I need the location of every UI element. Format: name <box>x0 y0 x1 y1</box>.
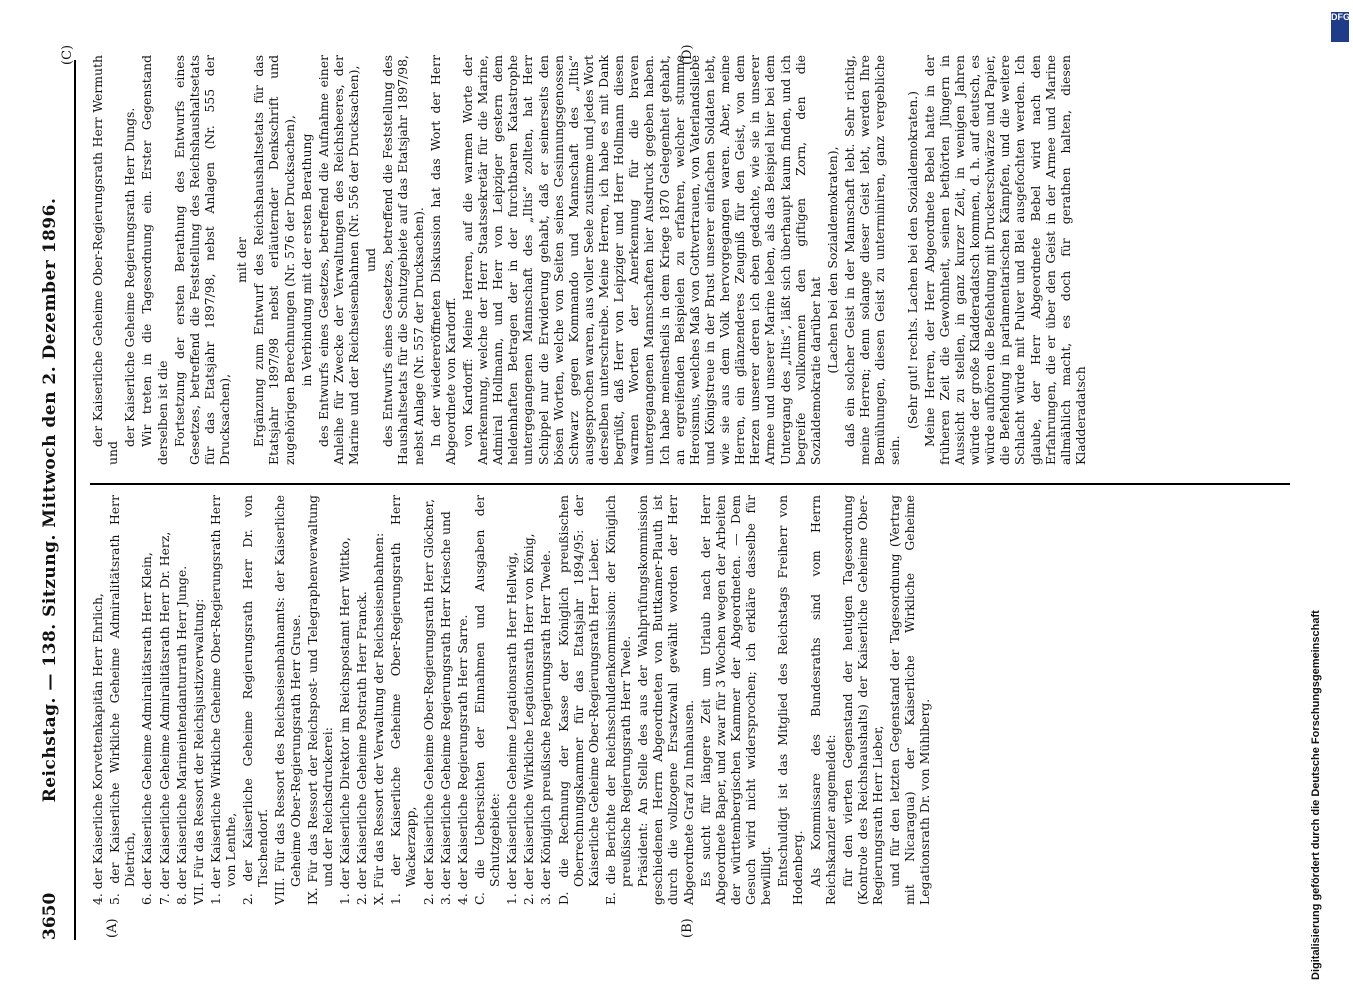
right-column-paragraph: (Lachen bei den Sozialdemokraten), <box>824 146 840 374</box>
right-column-paragraph: Meine Herren, der Herr Abgeordnete Bebel hatte in der früheren Zeit die Gewohnheit, seinen bethörten Jüngern in Aussicht zu stellen, in ganz kurzer Zeit, in wenigen Jahren würde der große Kladderadatsch kommen, d. h. auf deutsch, es würde aufhören die Befehdung mit Druckerschwärze und Papier, die Befehdung in parlamentarischen Kämpfen, und die weitere Schlacht würde mit Pulver und Blei ausgefochten werden. Ich glaube, der Herr Abgeordnete Bebel wird nach den Erfahrungen, die er über den Geist in der Armee und Marine allmählich macht, es doch für gerathen halten, diesen Kladderadatsch <box>921 55 1088 465</box>
left-column-paragraph: 7. der Kaiserliche Geheime Admiralitätsrath Herr Dr. Herz, <box>156 531 172 905</box>
column-divider <box>90 483 1290 485</box>
left-column-paragraph: IX. Für das Ressort der Reichspost- und Telegraphenverwaltung und der Reichsdruckerei: <box>304 495 335 905</box>
left-column-paragraph: 1. der Kaiserliche Wirkliche Geheime Ober-Regierungsrath Herr von Lenthe, <box>207 495 238 905</box>
right-column-paragraph: mit der <box>234 237 250 283</box>
left-column-paragraph: Als Kommissare des Bundesraths sind vom Herrn Reichskanzler angemeldet: <box>807 495 838 905</box>
dfg-logo: DFG <box>1331 12 1349 42</box>
right-column-paragraph: der Kaiserliche Geheime Regierungsrath Herr Dungs. <box>122 107 138 447</box>
left-column-paragraph: 2. der Kaiserliche Geheime Ober-Regierungsrath Herr Glöckner, <box>420 498 436 905</box>
left-column-paragraph: für den vierten Gegenstand der heutigen Tagesordnung (Kontrole des Reichshaushalts) der Kaiserliche Geheime Ober-Regierungsrath Herr Lieber, <box>839 495 885 905</box>
left-column-paragraph: D. die Rechnung der Kasse der Königlich preußischen Oberrechnungskammer für das Etatsjahr 1894/95: der Kaiserliche Geheime Ober-Regierungsrath Herr Lieber. <box>555 495 601 905</box>
page-header <box>40 60 70 940</box>
right-column-paragraph: in Verbindung mit der ersten Berathung <box>298 133 314 387</box>
right-column-paragraph: des Entwurfs eines Gesetzes, betreffend die Feststellung des Haushaltsetats für die Schutzgebiete auf das Etatsjahr 1897/98, nebst Anlage (Nr. 557 der Drucksachen). <box>380 55 426 465</box>
left-column-paragraph: und für den letzten Gegenstand der Tagesordnung (Vertrag mit Nicaragua) der Kaiserliche Wirkliche Geheime Legationsrath Dr. von Mühlberg. <box>887 495 933 905</box>
right-column-paragraph: Wir treten in die Tagesordnung ein. Erster Gegenstand derselben ist die <box>139 55 170 465</box>
left-column-paragraph: 5. der Kaiserliche Wirkliche Geheime Admiralitätsrath Herr Dietrich, <box>107 495 138 905</box>
digitization-credit: Digitalisierung gefördert durch die Deutsche Forschungsgemeinschaft <box>1310 610 1322 980</box>
left-column-paragraph: 4. der Kaiserliche Korvettenkapitän Herr Ehrlich, <box>90 593 105 905</box>
right-column-paragraph: und <box>363 248 379 272</box>
left-column-paragraph: 6. der Kaiserliche Geheime Admiralitätsrath Herr Klein, <box>139 552 155 905</box>
left-column-paragraph: Es sucht für längere Zeit um Urlaub nach der Herr Abgeordnete Baper, und zwar für 3 Wochen wegen der Arbeiten der württembergischen Kammer der Abgeordneten. — Dem Gesuch wird nicht widersprochen; ich erkläre dasselbe für bewilligt. <box>697 495 774 905</box>
left-column-paragraph: 8. der Kaiserliche Marineintendanturrath Herr Junge. <box>173 565 189 905</box>
right-column-paragraph: des Entwurfs eines Gesetzes, betreffend die Aufnahme einer Anleihe für Zwecke der Verwaltungen des Reichsheeres, der Marine und der Reichseisenbahnen (Nr. 556 der Drucksachen), <box>315 55 361 465</box>
header-rule <box>74 60 76 940</box>
left-column-paragraph: 3. der Kaiserliche Geheime Regierungsrath Herr Kriesche und <box>437 511 453 905</box>
left-column <box>90 495 935 905</box>
page-title: Reichstag. — 138. Sitzung. Mittwoch den 2. Dezember 1896. <box>40 197 60 803</box>
left-column-paragraph: Entschuldigt ist das Mitglied des Reichstags Freiherr von Hodenberg. <box>775 495 806 905</box>
right-column-paragraph: der Kaiserliche Geheime Ober-Regierungsrath Herr Wermuth und <box>90 55 121 465</box>
left-column-paragraph: VIII. Für das Ressort des Reichseisenbahnamts: der Kaiserliche Geheime Ober-Regierungsrath Herr Gruse. <box>272 495 303 905</box>
left-column-paragraph: 2. der Kaiserliche Wirkliche Legationsrath Herr von König, <box>521 533 537 905</box>
right-column-paragraph: daß ein solcher Geist in der Mannschaft lebt. Sehr richtig, meine Herren; denn solange dieser Geist lebt, werden Ihre Bemühungen, diesen Geist zu unterminiren, ganz vergebliche sein. <box>842 55 903 465</box>
left-column-paragraph: 4. der Kaiserliche Regierungsrath Herr Sarre. <box>454 614 470 905</box>
left-column-paragraph: 1. der Kaiserliche Geheime Legationsrath Herr Hellwig, <box>504 551 520 905</box>
right-column-paragraph: Fortsetzung der ersten Berathung des Entwurfs eines Gesetzes, betreffend die Feststellung des Reichshaushaltsetats für das Etatsjahr 1897/98, nebst Anlagen (Nr. 555 der Drucksachen), <box>171 55 232 465</box>
left-column-paragraph: X. Für das Ressort der Verwaltung der Reichseisenbahnen: <box>371 532 387 905</box>
right-column-paragraph: In der wiedereröffneten Diskussion hat das Wort der Herr Abgeordnete von Kardorff. <box>427 55 458 465</box>
page-number: 3650 <box>40 892 60 940</box>
right-column-paragraph: (Sehr gut! rechts. Lachen bei den Sozialdemokraten.) <box>904 91 920 429</box>
right-column-paragraph: Ergänzung zum Entwurf des Reichshaushaltsetats für das Etatsjahr 1897/98 nebst erläuternder Denkschrift und zugehörigen Berechnungen (Nr. 576 der Drucksachen), <box>251 55 297 465</box>
marker-d: (D) <box>680 44 695 65</box>
left-column-paragraph: 1. der Kaiserliche Geheime Ober-Regierungsrath Herr Wackerzapp, <box>388 495 419 905</box>
left-column-paragraph: 1. der Kaiserliche Direktor im Reichspostamt Herr Wittko, <box>336 537 352 905</box>
left-column-paragraph: 2. der Kaiserliche Geheime Regierungsrath Herr Dr. von Tischendorf. <box>240 495 271 905</box>
left-column-paragraph: E. die Berichte der Reichsschuldenkommission: der Königlich preußische Regierungsrath Herr Twele. <box>602 495 633 905</box>
left-column-paragraph: VII. Für das Ressort der Reichsjustizverwaltung: <box>190 598 206 905</box>
left-column-paragraph: C. die Uebersichten der Einnahmen und Ausgaben der Schutzgebiete: <box>471 495 502 905</box>
marker-c: (C) <box>60 44 75 65</box>
right-column-paragraph: von Kardorff: Meine Herren, auf die warmen Worte der Anerkennung, welche der Herr Staatssekretär für die Marine, Admiral Hollmann, und Herr von Leipziger gestern dem heldenhaften Betragen der in der furchtbaren Katastrophe untergegangenen Mannschaft des „Iltis“ zollten, hat Herr Schippel nur die Erwiderung gehabt, daß er seinerseits den bösen Worten, welche von Seiten seines Gesinnungsgenossen Schwarz gegen Kommando und Mannschaft des „Iltis“ ausgesprochen waren, aus voller Seele zustimme und jedes Wort derselben unterschreibe. Meine Herren, ich habe es mit Dank begrüßt, daß Herr von Leipziger und Herr Hollmann diesen warmen Worten der Anerkennung für die braven untergegangenen Mannschaften hier Ausdruck gegeben haben. Ich habe meinestheils in dem Kriege 1870 Gelegenheit gehabt, an ergreifenden Beispielen zu erfahren, welcher stumme Heroismus, welches Maß von Gottvertrauen, von Vaterlandsliebe und Königstreue in der Brust unserer einfachen Soldaten lebt, wie sie aus dem Volk hervorgegangen waren. Aber, meine Herren, ein glänzenderes Zeugniß für den Geist, von dem Herzen unserer deren ich eben gedachte, wie sie in unserer Armee und unserer Marine leben, als das Beispiel hier bei dem Untergang des „Iltis“, läßt sich überhaupt kaum finden, und ich begreife vollkommen den giftigen Zorn, den die Sozialdemokratie darüber hat <box>459 55 823 465</box>
right-column <box>90 55 1090 465</box>
marker-a: (A) <box>105 918 120 938</box>
left-column-paragraph: Präsident: An Stelle des aus der Wahlprüfungskommission geschiedenen Herrn Abgeordneten von Buttkamer-Plauth ist durch die vollzogene Ersatzwahl gewählt worden der Herr Abgeordnete Graf zu Innhausen. <box>635 495 696 905</box>
left-column-paragraph: 3. der Königlich preußische Regierungsrath Herr Twele. <box>538 549 554 905</box>
left-column-paragraph: 2. der Kaiserliche Geheime Postrath Herr Franck. <box>354 591 369 905</box>
marker-b: (B) <box>680 918 695 938</box>
